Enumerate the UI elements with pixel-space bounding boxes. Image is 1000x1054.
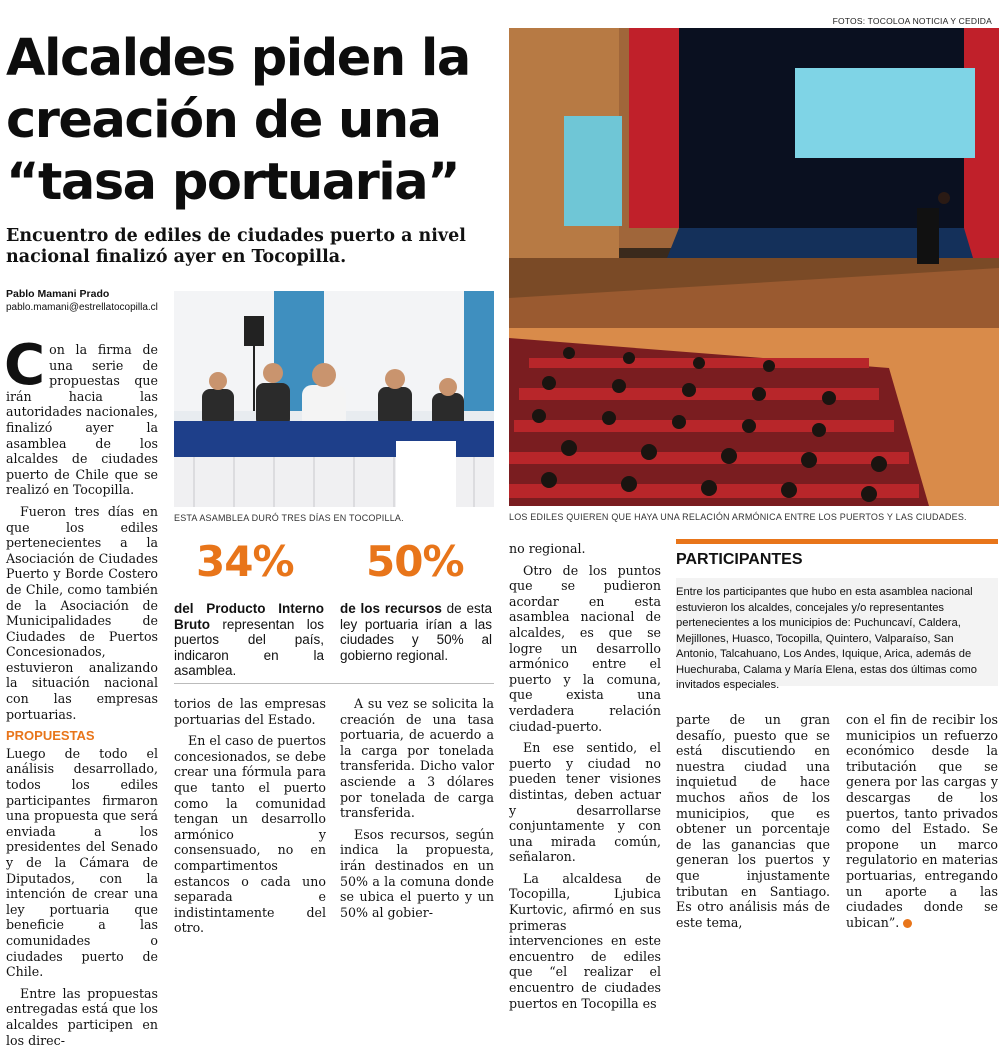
participants-text: Entre los participantes que hubo en esta asamblea nacional estuvieron los alcaldes, concejales y/o representantes pertenecientes a los municipios de: Puchuncaví, Caldera, Mejillones, Huasco, Tocopilla, Quintero, Valparaíso, San Antonio, Talcahuano, Los Andes, Iquique, Arica, además de Huechuraba, Calama y María Elena, estas dos últimas como invitados especiales. — [676, 586, 977, 691]
paragraph: parte de un gran desafío, puesto que se está discutiendo en nuestra ciudad una inquietud de hace muchos años de los municipios, que es obtener un porcentaje de las ganancias que generan los puertos y que injustamente tributan en Santiago. Es otro análisis más de este tema, — [676, 712, 830, 930]
body-column-5 — [676, 712, 830, 936]
participants-accent-bar — [676, 539, 998, 544]
paragraph: torios de las empresas portuarias del Estado. — [174, 696, 326, 727]
stat-text-resources — [340, 601, 492, 663]
stat-bold: del Producto Interno Bruto — [174, 601, 324, 632]
headline — [6, 28, 496, 214]
paragraph: En el caso de puertos concesionados, se debe crear una fórmula para que tanto el puerto como la comunidad tengan un desarrollo armónico y consensuado, no en compartimentos estancos o cada uno separada e indistintamente del otro. — [174, 733, 326, 936]
section-subhead: PROPUESTAS — [6, 728, 95, 744]
author-email[interactable]: pablo.mamani@estrellatocopilla.cl — [6, 302, 158, 313]
paragraph: Esos recursos, según indica la propuesta, irán destinados en un 50% a la comuna donde se ubica el puerto y un 50% al gobier- — [340, 826, 494, 920]
stat-value-gdp: 34% — [196, 537, 294, 586]
paragraph: Otro de los puntos que se pudieron acordar en esta asamblea nacional de alcaldes, es que se logre un desarrollo armónico entre el puerto y la comuna, que exista una verdadera relación ciudad-puerto. — [509, 562, 661, 734]
body-column-2 — [174, 696, 326, 942]
paragraph — [846, 712, 998, 930]
drop-cap: C — [4, 333, 46, 398]
photo-caption-theater: LOS EDILES QUIEREN QUE HAYA UNA RELACIÓN ARMÓNICA ENTRE LOS PUERTOS Y LAS CIUDADES. — [509, 512, 967, 522]
paragraph-text: con el fin de recibir los municipios un refuerzo económico desde la tributación que se genera por las cargas y descargas de los puertos, tanto privados como del Estado. Se propone un marco regulatorio en materias portuarias, entregando un aporte a las ciudades donde se ubican”. — [846, 712, 998, 930]
headline-line: “tasa portuaria” — [6, 153, 460, 212]
stat-bold: de los recursos — [340, 601, 442, 616]
photo-caption-meeting: ESTA ASAMBLEA DURÓ TRES DÍAS EN TOCOPILLA. — [174, 513, 404, 523]
meeting-photo-image — [174, 291, 494, 507]
paragraph-text: on la firma de una serie de propuestas que irán hacia las autoridades nacionales, finalizó ayer la asamblea de los alcaldes de ciudades puerto de Chile que se realizó en Tocopilla. — [6, 342, 158, 498]
photo-credit: FOTOS: TOCOLOA NOTICIA Y CEDIDA — [832, 16, 992, 26]
stat-rest: de esta ley portuaria irían a las ciudades y 50% al gobierno regional. — [340, 601, 492, 663]
paragraph: Luego de todo el análisis desarrollado, todos los ediles participantes firmaron una propuesta que será enviada a los presidentes del Senado y de la Cámara de Diputados, con la intención de crear una ley portuaria que beneficie a las comunidades o ciudades puerto de Chile. — [6, 745, 158, 980]
participants-title: PARTICIPANTES — [676, 551, 803, 568]
paragraph: Fueron tres días en que los ediles pertenecientes a la Asociación de Ciudades Puerto y Borde Costero de Chile, como también de la Asociación de Municipalidades de Ciudades de Puertos Concesionados, estuvieron analizando la situación nacional con las empresas portuarias. — [6, 503, 158, 722]
paragraph: La alcaldesa de Tocopilla, Ljubica Kurtovic, afirmó en sus primeras intervenciones en este encuentro de ediles que “el realizar el encuentro de ciudades puertos en Tocopilla es — [509, 870, 661, 1011]
stat-rest: representan los puertos del país, indicaron en la asamblea. — [174, 616, 324, 678]
author-name: Pablo Mamani Prado — [6, 288, 110, 300]
headline-line: creación de una — [6, 91, 441, 150]
body-column-1 — [4, 333, 158, 1054]
paragraph — [4, 333, 158, 498]
body-column-3 — [340, 696, 494, 926]
theater-photo-image — [509, 28, 999, 506]
paragraph: no regional. — [509, 541, 586, 556]
body-column-4 — [509, 541, 661, 1017]
headline-line: Alcaldes piden la — [6, 29, 470, 88]
stat-text-gdp — [174, 601, 324, 679]
body-column-6 — [846, 712, 998, 936]
paragraph: En ese sentido, el puerto y ciudad no pueden tener visiones distintas, deben actuar y desarrollarse conjuntamente y con una mirada común, señalaron. — [509, 740, 661, 865]
paragraph: A su vez se solicita la creación de una tasa portuaria, de acuerdo a la carga por tonelada transferida. Dicho valor asciende a 3 dólares por tonelada de carga transferida. — [340, 696, 494, 821]
meeting-photo — [174, 291, 494, 507]
stat-value-resources: 50% — [366, 537, 464, 586]
paragraph: Entre las propuestas entregadas está que los alcaldes participen en los direc- — [6, 985, 158, 1048]
deck: Encuentro de ediles de ciudades puerto a nivel nacional finalizó ayer en Tocopilla. — [6, 226, 466, 267]
divider — [174, 683, 494, 684]
end-of-article-icon — [903, 919, 912, 928]
theater-photo — [509, 28, 999, 506]
